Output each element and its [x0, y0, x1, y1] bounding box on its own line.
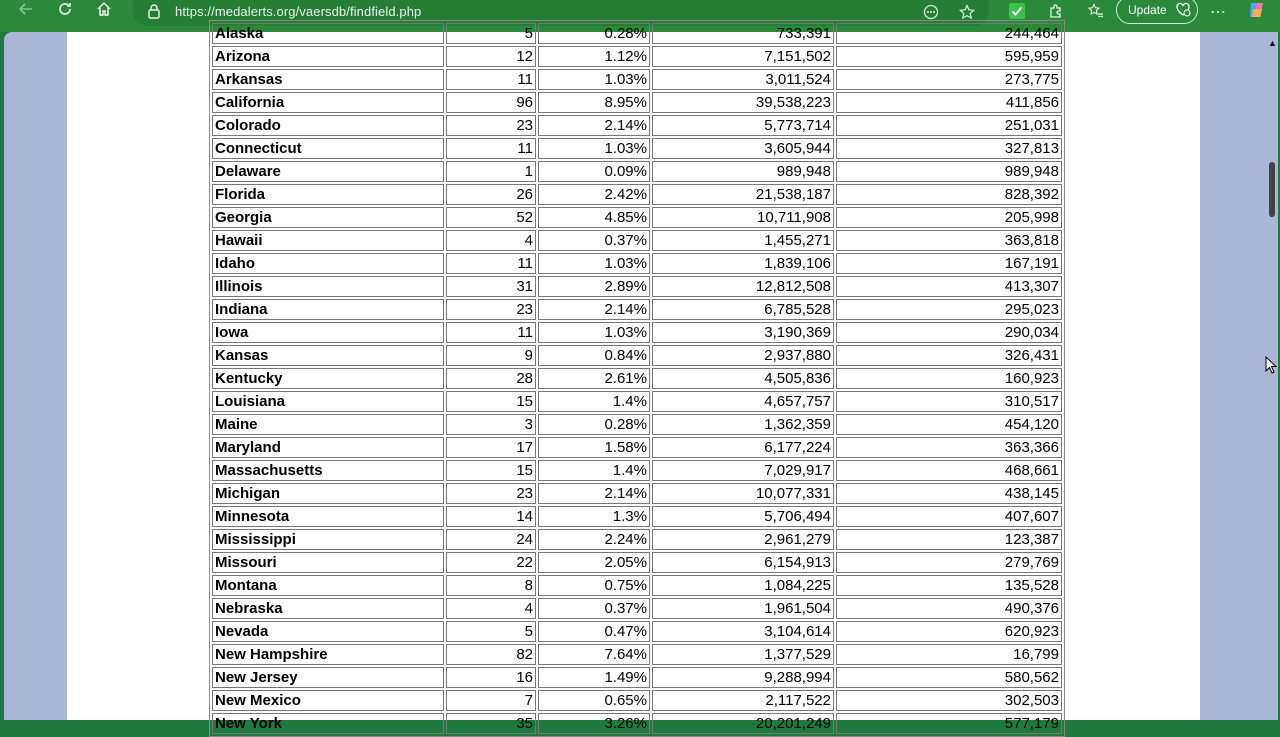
update-heart-icon: [1175, 1, 1191, 20]
per-report-cell: 407,607: [836, 506, 1062, 527]
mouse-cursor-icon: [1265, 356, 1277, 379]
count-cell: 11: [446, 138, 536, 159]
count-cell: 14: [446, 506, 536, 527]
scroll-thumb[interactable]: [1269, 162, 1275, 217]
scroll-up-arrow-icon[interactable]: ▲: [1268, 38, 1277, 48]
population-cell: 6,177,224: [652, 437, 834, 458]
table-row: [212, 644, 1062, 665]
count-cell: 17: [446, 437, 536, 458]
state-cell: New Jersey: [212, 667, 444, 688]
update-button[interactable]: [1116, 0, 1198, 24]
table-row: [212, 529, 1062, 550]
percent-cell: 2.42%: [538, 184, 650, 205]
population-cell: 5,773,714: [652, 115, 834, 136]
table-row: [212, 138, 1062, 159]
count-cell: 5: [446, 23, 536, 44]
population-cell: 4,505,836: [652, 368, 834, 389]
lock-icon: [147, 3, 161, 24]
percent-cell: 1.12%: [538, 46, 650, 67]
state-cell: Arizona: [212, 46, 444, 67]
state-cell: Maine: [212, 414, 444, 435]
table-row: [212, 207, 1062, 228]
per-report-cell: 279,769: [836, 552, 1062, 573]
state-cell: Maryland: [212, 437, 444, 458]
population-cell: 7,029,917: [652, 460, 834, 481]
population-cell: 9,288,994: [652, 667, 834, 688]
per-report-cell: 251,031: [836, 115, 1062, 136]
per-report-cell: 135,528: [836, 575, 1062, 596]
percent-cell: 1.4%: [538, 460, 650, 481]
population-cell: 20,201,249: [652, 713, 834, 734]
count-cell: 7: [446, 690, 536, 711]
population-cell: 1,084,225: [652, 575, 834, 596]
refresh-icon: [57, 1, 73, 17]
table-row: [212, 391, 1062, 412]
percent-cell: 0.28%: [538, 414, 650, 435]
per-report-cell: 989,948: [836, 161, 1062, 182]
table-row: [212, 299, 1062, 320]
population-cell: 1,455,271: [652, 230, 834, 251]
state-cell: Mississippi: [212, 529, 444, 550]
population-cell: 2,117,522: [652, 690, 834, 711]
update-label: Update: [1128, 3, 1167, 17]
state-cell: New Mexico: [212, 690, 444, 711]
population-cell: 3,190,369: [652, 322, 834, 343]
per-report-cell: 580,562: [836, 667, 1062, 688]
percent-cell: 2.05%: [538, 552, 650, 573]
count-cell: 1: [446, 161, 536, 182]
per-report-cell: 167,191: [836, 253, 1062, 274]
population-cell: 12,812,508: [652, 276, 834, 297]
state-cell: Iowa: [212, 322, 444, 343]
population-cell: 4,657,757: [652, 391, 834, 412]
population-cell: 10,711,908: [652, 207, 834, 228]
count-cell: 96: [446, 92, 536, 113]
state-cell: Nevada: [212, 621, 444, 642]
percent-cell: 2.14%: [538, 115, 650, 136]
count-cell: 16: [446, 667, 536, 688]
page-actions-icon[interactable]: [921, 2, 941, 22]
state-cell: Idaho: [212, 253, 444, 274]
percent-cell: 1.03%: [538, 322, 650, 343]
per-report-cell: 327,813: [836, 138, 1062, 159]
table-row: [212, 92, 1062, 113]
population-cell: 2,937,880: [652, 345, 834, 366]
count-cell: 23: [446, 115, 536, 136]
count-cell: 9: [446, 345, 536, 366]
count-cell: 26: [446, 184, 536, 205]
table-row: [212, 115, 1062, 136]
per-report-cell: 577,179: [836, 713, 1062, 734]
table-row: [212, 368, 1062, 389]
state-cell: Nebraska: [212, 598, 444, 619]
state-cell: Montana: [212, 575, 444, 596]
percent-cell: 8.95%: [538, 92, 650, 113]
percent-cell: 0.65%: [538, 690, 650, 711]
table-row: [212, 460, 1062, 481]
per-report-cell: 595,959: [836, 46, 1062, 67]
population-cell: 1,839,106: [652, 253, 834, 274]
state-cell: Georgia: [212, 207, 444, 228]
per-report-cell: 302,503: [836, 690, 1062, 711]
percent-cell: 2.24%: [538, 529, 650, 550]
count-cell: 28: [446, 368, 536, 389]
population-cell: 1,377,529: [652, 644, 834, 665]
table-row: [212, 483, 1062, 504]
state-cell: Kentucky: [212, 368, 444, 389]
per-report-cell: 411,856: [836, 92, 1062, 113]
per-report-cell: 326,431: [836, 345, 1062, 366]
population-cell: 1,362,359: [652, 414, 834, 435]
population-cell: 6,785,528: [652, 299, 834, 320]
table-row: [212, 690, 1062, 711]
population-cell: 2,961,279: [652, 529, 834, 550]
table-row: [212, 667, 1062, 688]
per-report-cell: 273,775: [836, 69, 1062, 90]
favorites-list-icon[interactable]: [1088, 3, 1104, 24]
per-report-cell: 290,034: [836, 322, 1062, 343]
home-icon: [96, 1, 112, 17]
per-report-cell: 363,366: [836, 437, 1062, 458]
count-cell: 8: [446, 575, 536, 596]
per-report-cell: 123,387: [836, 529, 1062, 550]
population-cell: 6,154,913: [652, 552, 834, 573]
table-row: [212, 598, 1062, 619]
table-row: [212, 713, 1062, 734]
per-report-cell: 363,818: [836, 230, 1062, 251]
percent-cell: 0.28%: [538, 23, 650, 44]
count-cell: 15: [446, 391, 536, 412]
count-cell: 15: [446, 460, 536, 481]
state-cell: Connecticut: [212, 138, 444, 159]
population-cell: 3,104,614: [652, 621, 834, 642]
state-cell: Kansas: [212, 345, 444, 366]
table-row: [212, 230, 1062, 251]
count-cell: 52: [446, 207, 536, 228]
percent-cell: 1.03%: [538, 138, 650, 159]
percent-cell: 2.14%: [538, 299, 650, 320]
table-row: [212, 46, 1062, 67]
percent-cell: 7.64%: [538, 644, 650, 665]
state-cell: California: [212, 92, 444, 113]
refresh-button[interactable]: [49, 0, 81, 21]
table-row: [212, 552, 1062, 573]
population-cell: 7,151,502: [652, 46, 834, 67]
per-report-cell: 438,145: [836, 483, 1062, 504]
count-cell: 23: [446, 483, 536, 504]
state-data-table: [209, 20, 1065, 737]
percent-cell: 3.26%: [538, 713, 650, 734]
table-row: [212, 253, 1062, 274]
table-row: [212, 437, 1062, 458]
copilot-icon[interactable]: [1247, 0, 1267, 25]
state-cell: Colorado: [212, 115, 444, 136]
state-cell: New Hampshire: [212, 644, 444, 665]
state-cell: Alaska: [212, 23, 444, 44]
per-report-cell: 295,023: [836, 299, 1062, 320]
population-cell: 5,706,494: [652, 506, 834, 527]
percent-cell: 1.4%: [538, 391, 650, 412]
per-report-cell: 620,923: [836, 621, 1062, 642]
state-cell: Massachusetts: [212, 460, 444, 481]
population-cell: 10,077,331: [652, 483, 834, 504]
count-cell: 22: [446, 552, 536, 573]
population-cell: 21,538,187: [652, 184, 834, 205]
percent-cell: 0.75%: [538, 575, 650, 596]
count-cell: 4: [446, 598, 536, 619]
table-row: [212, 184, 1062, 205]
count-cell: 11: [446, 69, 536, 90]
table-row: [212, 276, 1062, 297]
table-row: [212, 322, 1062, 343]
percent-cell: 1.58%: [538, 437, 650, 458]
more-menu-icon[interactable]: ⋯: [1210, 4, 1227, 21]
per-report-cell: 454,120: [836, 414, 1062, 435]
per-report-cell: 828,392: [836, 184, 1062, 205]
table-row: [212, 161, 1062, 182]
state-cell: Delaware: [212, 161, 444, 182]
count-cell: 5: [446, 621, 536, 642]
percent-cell: 0.37%: [538, 230, 650, 251]
per-report-cell: 468,661: [836, 460, 1062, 481]
percent-cell: 4.85%: [538, 207, 650, 228]
table-row: [212, 575, 1062, 596]
count-cell: 4: [446, 230, 536, 251]
table-row: [212, 69, 1062, 90]
favorite-star-icon[interactable]: [957, 2, 977, 22]
state-cell: Indiana: [212, 299, 444, 320]
table-row: [212, 345, 1062, 366]
per-report-cell: 16,799: [836, 644, 1062, 665]
percent-cell: 0.09%: [538, 161, 650, 182]
per-report-cell: 244,464: [836, 23, 1062, 44]
state-cell: Michigan: [212, 483, 444, 504]
table-row: [212, 23, 1062, 44]
population-cell: 1,961,504: [652, 598, 834, 619]
percent-cell: 1.03%: [538, 69, 650, 90]
count-cell: 11: [446, 322, 536, 343]
state-cell: Florida: [212, 184, 444, 205]
count-cell: 24: [446, 529, 536, 550]
state-cell: Hawaii: [212, 230, 444, 251]
percent-cell: 2.89%: [538, 276, 650, 297]
per-report-cell: 160,923: [836, 368, 1062, 389]
population-cell: 733,391: [652, 23, 834, 44]
table-row: [212, 621, 1062, 642]
state-cell: Illinois: [212, 276, 444, 297]
url-text[interactable]: https://medalerts.org/vaersdb/findfield.php: [175, 4, 422, 19]
percent-cell: 1.3%: [538, 506, 650, 527]
population-cell: 3,011,524: [652, 69, 834, 90]
back-arrow-icon: [18, 1, 34, 17]
per-report-cell: 205,998: [836, 207, 1062, 228]
percent-cell: 2.61%: [538, 368, 650, 389]
page-viewport: [4, 25, 1278, 732]
per-report-cell: 490,376: [836, 598, 1062, 619]
population-cell: 39,538,223: [652, 92, 834, 113]
page-content: [67, 25, 1200, 732]
state-cell: New York: [212, 713, 444, 734]
per-report-cell: 413,307: [836, 276, 1062, 297]
percent-cell: 2.14%: [538, 483, 650, 504]
percent-cell: 0.37%: [538, 598, 650, 619]
count-cell: 82: [446, 644, 536, 665]
state-cell: Louisiana: [212, 391, 444, 412]
table-row: [212, 506, 1062, 527]
state-cell: Minnesota: [212, 506, 444, 527]
percent-cell: 1.49%: [538, 667, 650, 688]
table-row: [212, 414, 1062, 435]
count-cell: 11: [446, 253, 536, 274]
home-button[interactable]: [88, 0, 120, 21]
percent-cell: 0.47%: [538, 621, 650, 642]
count-cell: 31: [446, 276, 536, 297]
count-cell: 3: [446, 414, 536, 435]
state-cell: Arkansas: [212, 69, 444, 90]
back-button[interactable]: [10, 0, 42, 21]
per-report-cell: 310,517: [836, 391, 1062, 412]
count-cell: 35: [446, 713, 536, 734]
population-cell: 3,605,944: [652, 138, 834, 159]
percent-cell: 0.84%: [538, 345, 650, 366]
count-cell: 12: [446, 46, 536, 67]
count-cell: 23: [446, 299, 536, 320]
percent-cell: 1.03%: [538, 253, 650, 274]
state-cell: Missouri: [212, 552, 444, 573]
population-cell: 989,948: [652, 161, 834, 182]
